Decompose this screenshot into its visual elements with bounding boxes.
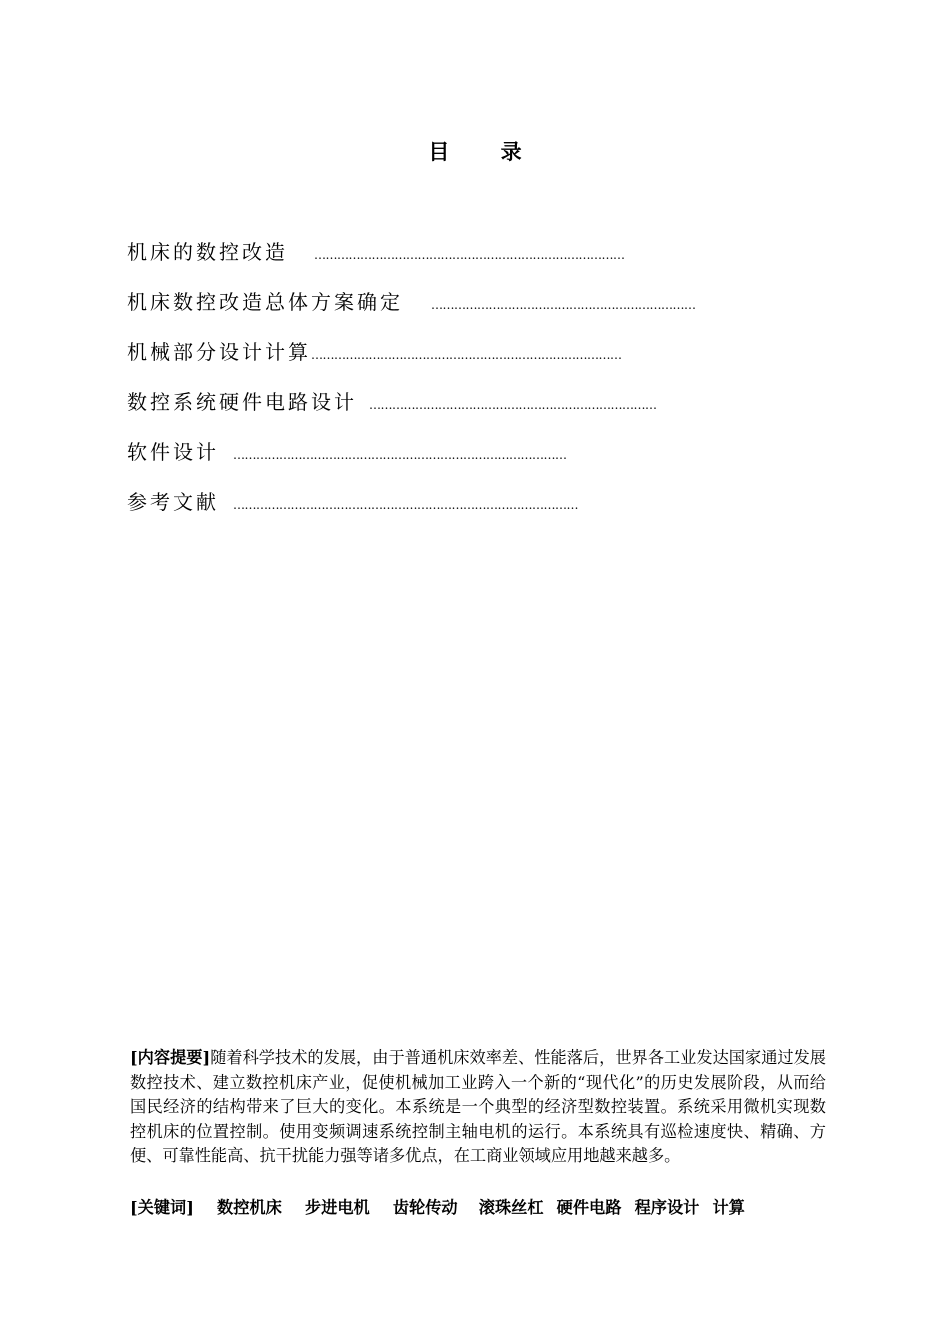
toc-entry[interactable] [127,486,767,536]
toc-list [127,236,767,536]
toc-entry[interactable] [127,386,767,436]
keyword: 程序设计 [634,1198,700,1217]
keyword: 步进电机 [304,1198,370,1217]
keyword: 数控机床 [217,1198,282,1217]
keyword: 硬件电路 [556,1198,622,1217]
toc-entry-label: 机床数控改造总体方案确定 [127,290,403,314]
toc-entry-label: 机床的数控改造 [127,240,288,264]
toc-entry-label: 参考文献 [127,490,219,514]
toc-entry[interactable] [127,236,767,286]
toc-entry-label: 机械部分设计计算 [127,340,311,364]
toc-entry-leader-dots: ……………………………………………………………………………… [233,498,578,512]
toc-entry-leader-dots: ………………………………………………………………… [369,398,657,412]
abstract-text: 随着科学技术的发展，由于普通机床效率差、性能落后，世界各工业发达国家通过发展数控技术、建立数控机床产业，促使机械加工业跨入一个新的“现代化”的历史发展阶段，从而给国民经济的结构带来了巨大的变化。本系统是一个典型的经济型数控装置。系统采用微机实现数控机床的位置控制。使用变频调速系统控制主轴电机的运行。本系统具有巡检速度快、精确、方便、可靠性能高、抗干扰能力强等诸多优点，在工商业领域应用地越来越多。 [130,1048,826,1165]
toc-entry[interactable] [127,436,767,486]
toc-entry-label: 数控系统硬件电路设计 [127,390,357,414]
toc-entry[interactable] [127,336,767,386]
keywords-line [130,1196,830,1221]
abstract-heading: [内容提要] [130,1048,211,1067]
toc-title: 目 录 [428,139,544,164]
toc-entry-label: 软件设计 [127,440,219,464]
keyword: 计算 [712,1198,745,1217]
abstract-paragraph [130,1046,826,1169]
toc-entry[interactable] [127,286,767,336]
keywords-heading: [关键词] [130,1198,194,1217]
toc-entry-leader-dots: ……………………………………………………………………… [314,248,625,262]
toc-entry-leader-dots: …………………………………………………………… [431,298,696,312]
keyword: 滚珠丝杠 [478,1198,544,1217]
toc-entry-leader-dots: ……………………………………………………………………… [311,348,622,362]
keyword: 齿轮传动 [392,1198,458,1217]
toc-entry-leader-dots: …………………………………………………………………………… [233,448,567,462]
